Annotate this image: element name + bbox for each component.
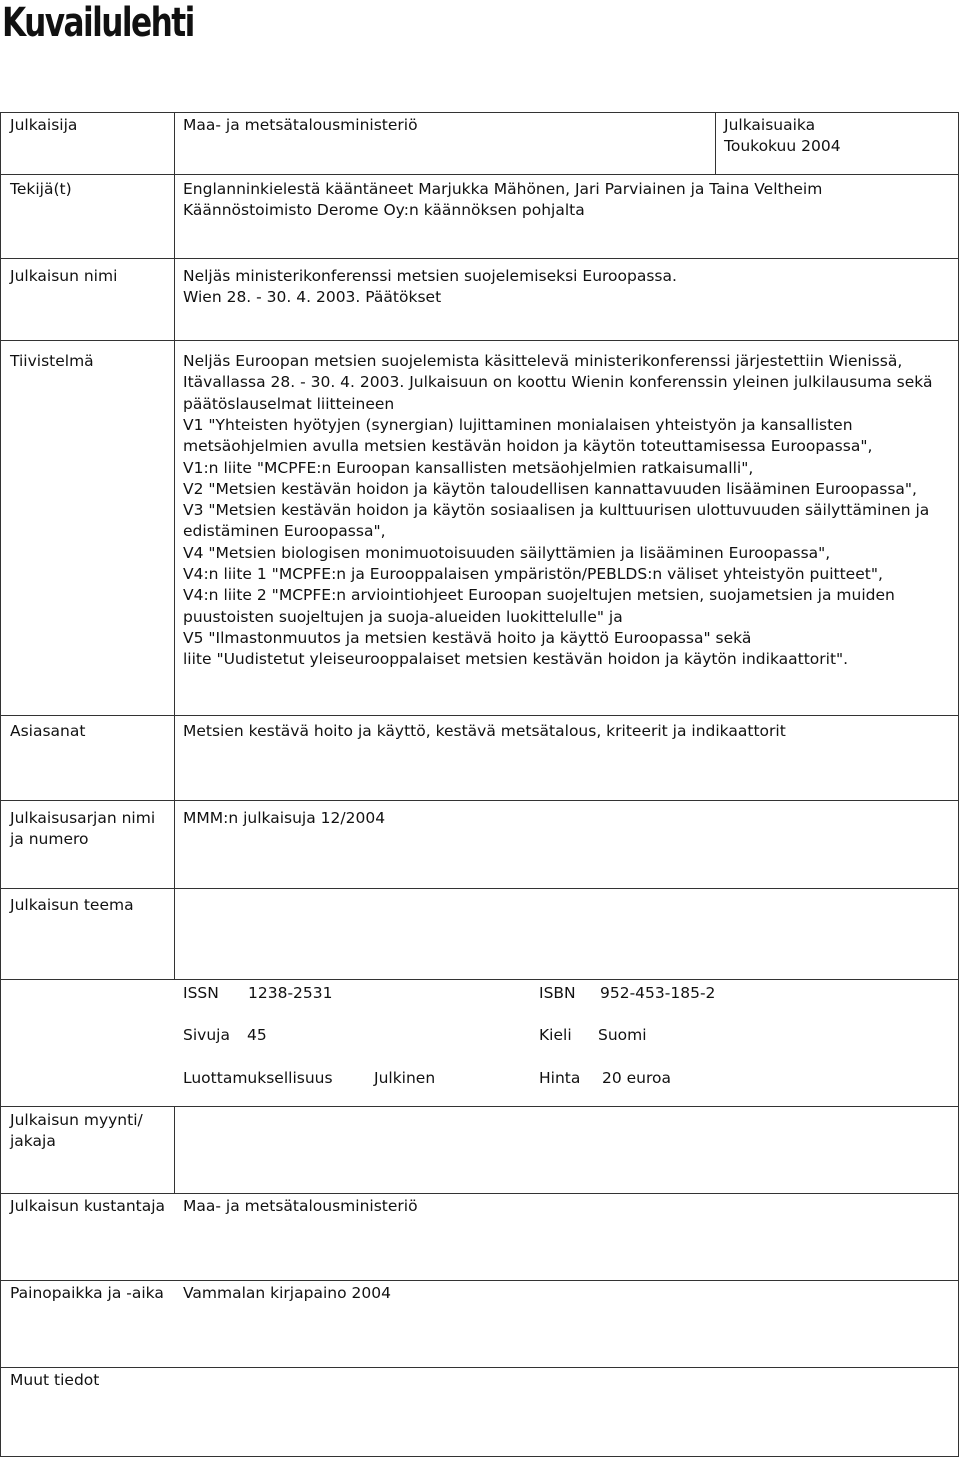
sarja-label: ja numero (10, 830, 89, 848)
tiivistelma-line: V3 "Metsien kestävän hoidon ja käytön sosiaalisen ja kulttuurisen ulottuvuuden säilyttäminen ja (183, 501, 930, 520)
tiivistelma-line: liite "Uudistetut yleiseurooppalaiset metsien kestävän hoidon ja käytön indikaattorit". (183, 650, 849, 669)
sarja-label: Julkaisusarjan nimi (10, 809, 156, 827)
tekija-label: Tekijä(t) (10, 180, 72, 198)
tiivistelma-line: V4:n liite 1 "MCPFE:n ja Eurooppalaisen ympäristön/PEBLDS:n väliset yhteistyön puitteet", (183, 565, 883, 583)
table-right-border (958, 112, 959, 1456)
row-divider (0, 715, 959, 716)
kustantaja-value: Maa- ja metsätalousministeriö (183, 1197, 418, 1215)
tiivistelma-label: Tiivistelmä (10, 352, 94, 370)
kustantaja-label: Julkaisun kustantaja (10, 1197, 166, 1215)
julkaisija-label: Julkaisija (10, 116, 78, 134)
column-divider (715, 112, 716, 174)
julkaisija-value: Maa- ja metsätalousministeriö (183, 116, 418, 134)
isbn-value: 952-453-185-2 (600, 984, 716, 1002)
table-left-border (0, 112, 1, 1456)
myynti-label: Julkaisun myynti/ (10, 1111, 143, 1129)
row-divider (0, 800, 959, 801)
row-divider (0, 1456, 959, 1457)
row-divider (0, 1280, 959, 1281)
luottamuksellisuus-value: Julkinen (374, 1069, 436, 1087)
teema-label: Julkaisun teema (10, 896, 134, 914)
column-divider (174, 1106, 175, 1193)
painopaikka-value: Vammalan kirjapaino 2004 (183, 1284, 391, 1302)
tekija-line: Englanninkielestä kääntäneet Marjukka Mähönen, Jari Parviainen ja Taina Veltheim (183, 180, 823, 198)
column-divider (174, 112, 175, 979)
asiasanat-value: Metsien kestävä hoito ja käyttö, kestävä metsätalous, kriteerit ja indikaattorit (183, 722, 786, 740)
isbn-label: ISBN (539, 984, 576, 1002)
hinta-label: Hinta (539, 1069, 581, 1087)
tekija-line: Käännöstoimisto Derome Oy:n käännöksen pohjalta (183, 201, 585, 219)
painopaikka-label: Painopaikka ja -aika (10, 1284, 164, 1302)
tiivistelma-line: päätöslauselmat liitteineen (183, 394, 395, 413)
tiivistelma-line: V1 "Yhteisten hyötyjen (synergian) lujittaminen monialaisen yhteistyön ja kansallisten (183, 415, 853, 434)
row-divider (0, 340, 959, 341)
tiivistelma-line: V5 "Ilmastonmuutos ja metsien kestävä hoito ja käyttö Euroopassa" sekä (183, 628, 752, 647)
sivuja-label: Sivuja (183, 1026, 230, 1044)
sarja-value: MMM:n julkaisuja 12/2004 (183, 809, 386, 827)
hinta-value: 20 euroa (602, 1069, 672, 1087)
tiivistelma-line: metsäohjelmien avulla metsien kestävän hoidon ja käytön toteuttamisessa Euroopassa", (183, 437, 873, 456)
row-divider (0, 112, 959, 113)
row-divider (0, 1106, 959, 1107)
row-divider (0, 979, 959, 980)
julkaisuaika-value: Toukokuu 2004 (724, 137, 841, 155)
nimi-label: Julkaisun nimi (10, 267, 118, 285)
tiivistelma-line: V2 "Metsien kestävän hoidon ja käytön taloudellisen kannattavuuden lisääminen Euroopassa", (183, 479, 917, 498)
sivuja-value: 45 (247, 1026, 267, 1044)
julkaisuaika-label: Julkaisuaika (724, 116, 816, 134)
issn-value: 1238-2531 (248, 984, 333, 1002)
kieli-value: Suomi (598, 1026, 647, 1044)
tiivistelma-line: Neljäs Euroopan metsien suojelemista käsittelevä ministerikonferenssi järjestettiin Wienissä, (183, 352, 903, 370)
row-divider (0, 1367, 959, 1368)
muut-tiedot-label: Muut tiedot (10, 1371, 100, 1389)
tiivistelma-line: V4 "Metsien biologisen monimuotoisuuden säilyttämien ja lisääminen Euroopassa", (183, 543, 831, 562)
page-title: Kuvailulehti (2, 0, 194, 46)
tiivistelma-line: edistäminen Euroopassa", (183, 522, 386, 541)
nimi-line: Wien 28. - 30. 4. 2003. Päätökset (183, 288, 442, 306)
tiivistelma-line: Itävallassa 28. - 30. 4. 2003. Julkaisuun on koottu Wienin konferenssin yleinen julkilausuma sekä (183, 373, 933, 392)
kieli-label: Kieli (539, 1026, 572, 1044)
issn-label: ISSN (183, 984, 219, 1002)
tiivistelma-line: puustoisten suojeltujen ja suoja-alueiden luokittelulle" ja (183, 607, 623, 626)
row-divider (0, 258, 959, 259)
row-divider (0, 1193, 959, 1194)
asiasanat-label: Asiasanat (10, 722, 86, 740)
nimi-line: Neljäs ministerikonferenssi metsien suojelemiseksi Euroopassa. (183, 267, 677, 285)
row-divider (0, 174, 959, 175)
tiivistelma-line: V1:n liite "MCPFE:n Euroopan kansallisten metsäohjelmien ratkaisumalli", (183, 458, 754, 477)
myynti-label: jakaja (10, 1132, 56, 1150)
tiivistelma-line: V4:n liite 2 "MCPFE:n arviointiohjeet Euroopan suojeltujen metsien, suojametsien ja muiden (183, 586, 895, 605)
luottamuksellisuus-label: Luottamuksellisuus (183, 1069, 333, 1087)
row-divider (0, 888, 959, 889)
